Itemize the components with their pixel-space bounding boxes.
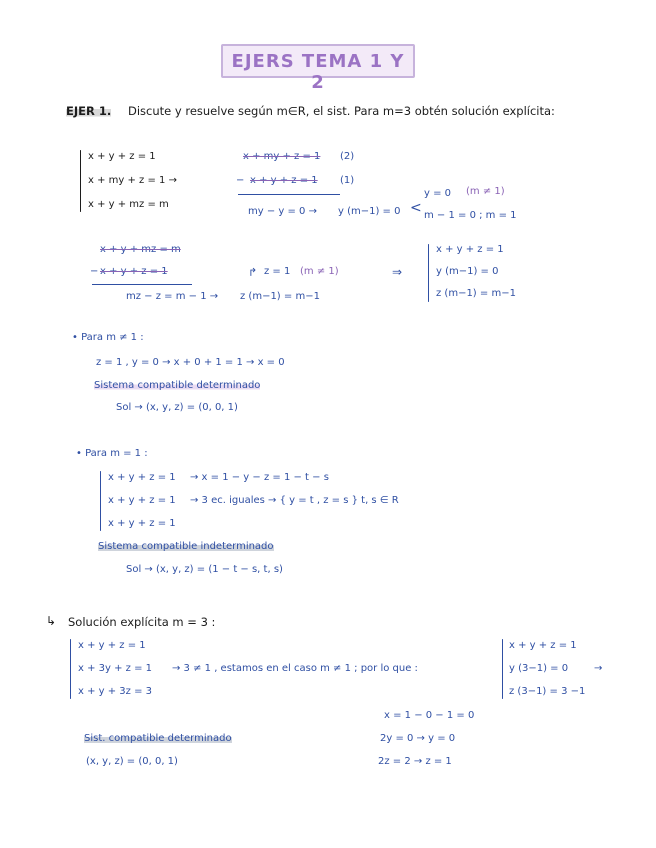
reduced-system-brace [428, 244, 429, 302]
system-eq-3: x + y + mz = m [88, 199, 169, 210]
explicit-reduced-eq-1: x + y + z = 1 [509, 640, 577, 651]
explicit-step-1: x = 1 − 0 − 1 = 0 [384, 710, 475, 721]
explicit-heading: Solución explícita m = 3 : [68, 615, 216, 629]
reduction1-eq1: x + my + z = 1 [243, 151, 321, 162]
explicit-eq-1: x + y + z = 1 [78, 640, 146, 651]
case2-eq-1: x + y + z = 1 [108, 472, 176, 483]
case2-brace [100, 471, 101, 531]
explicit-arrow-icon: ↳ [46, 614, 57, 628]
reduction2-eq1: x + y + mz = m [100, 244, 181, 255]
explicit-solution: (x, y, z) = (0, 0, 1) [86, 756, 178, 767]
implies-icon: ⇒ [392, 265, 403, 279]
system-brace [80, 150, 81, 212]
title-box [221, 44, 415, 93]
reduction1-minus: − [236, 175, 245, 186]
reduced-system-eq-1: x + y + z = 1 [436, 244, 504, 255]
reduction1-factored: y (m−1) = 0 [338, 206, 401, 217]
explicit-classification: Sist. compatible determinado [84, 733, 232, 744]
case2-eq-3: x + y + z = 1 [108, 518, 176, 529]
exercise-label: EJER 1. [66, 104, 112, 118]
reduction1-branch-a-tag: (m ≠ 1) [466, 186, 505, 197]
case1-line: z = 1 , y = 0 → x + 0 + 1 = 1 → x = 0 [96, 357, 285, 368]
reduction2-minus: − [90, 266, 99, 277]
explicit-comment: → 3 ≠ 1 , estamos en el caso m ≠ 1 ; por lo que : [172, 663, 418, 674]
reduction1-sum-line [238, 194, 340, 195]
case1-classification: Sistema compatible determinado [94, 380, 261, 391]
reduction2-conclusion-tag: (m ≠ 1) [300, 266, 339, 277]
page-title: EJERS TEMA 1 Y 2 [231, 51, 405, 93]
reduction1-eq1-tag: (2) [340, 151, 355, 162]
explicit-brace [70, 639, 71, 699]
reduction1-eq2-tag: (1) [340, 175, 355, 186]
system-eq-1: x + y + z = 1 [88, 151, 156, 162]
case1-heading: • Para m ≠ 1 : [72, 332, 144, 343]
reduction2-conclusion: z = 1 [264, 266, 291, 277]
reduction1-branch-a: y = 0 [424, 188, 452, 199]
reduction1-branch-b: m − 1 = 0 ; m = 1 [424, 210, 517, 221]
explicit-step-2: 2y = 0 → y = 0 [380, 733, 456, 744]
case1-solution: Sol → (x, y, z) = (0, 0, 1) [116, 402, 238, 413]
case2-solution: Sol → (x, y, z) = (1 − t − s, t, s) [126, 564, 283, 575]
system-eq-2: x + my + z = 1 → [88, 175, 177, 186]
up-arrow-icon: ↱ [248, 266, 258, 279]
case2-line2: → 3 ec. iguales → { y = t , z = s } t, s ∈ R [190, 495, 399, 506]
explicit-reduced-eq-2: y (3−1) = 0 [509, 663, 569, 674]
explicit-eq-3: x + y + 3z = 3 [78, 686, 153, 697]
reduction2-sum-line [92, 284, 192, 285]
explicit-reduced-eq-3: z (3−1) = 3 −1 [509, 686, 586, 697]
reduction1-eq2: x + y + z = 1 [250, 175, 318, 186]
case2-heading: • Para m = 1 : [76, 448, 148, 459]
explicit-eq-2: x + 3y + z = 1 [78, 663, 153, 674]
explicit-reduced-brace [502, 639, 503, 699]
case2-line1: → x = 1 − y − z = 1 − t − s [190, 472, 329, 483]
reduction2-eq2: x + y + z = 1 [100, 266, 168, 277]
reduction1-result: my − y = 0 → [248, 206, 317, 217]
explicit-reduced-arrow-icon: → [594, 663, 603, 674]
reduced-system-eq-3: z (m−1) = m−1 [436, 288, 516, 299]
reduction2-result: mz − z = m − 1 → [126, 291, 219, 302]
case2-eq-2: x + y + z = 1 [108, 495, 176, 506]
exercise-statement: Discute y resuelve según m∈R, el sist. Para m=3 obtén solución explícita: [128, 104, 555, 118]
case2-classification: Sistema compatible indeterminado [98, 541, 274, 552]
reduced-system-eq-2: y (m−1) = 0 [436, 266, 499, 277]
reduction2-factored: z (m−1) = m−1 [240, 291, 320, 302]
branch-bracket: < [410, 200, 422, 216]
explicit-step-3: 2z = 2 → z = 1 [378, 756, 452, 767]
